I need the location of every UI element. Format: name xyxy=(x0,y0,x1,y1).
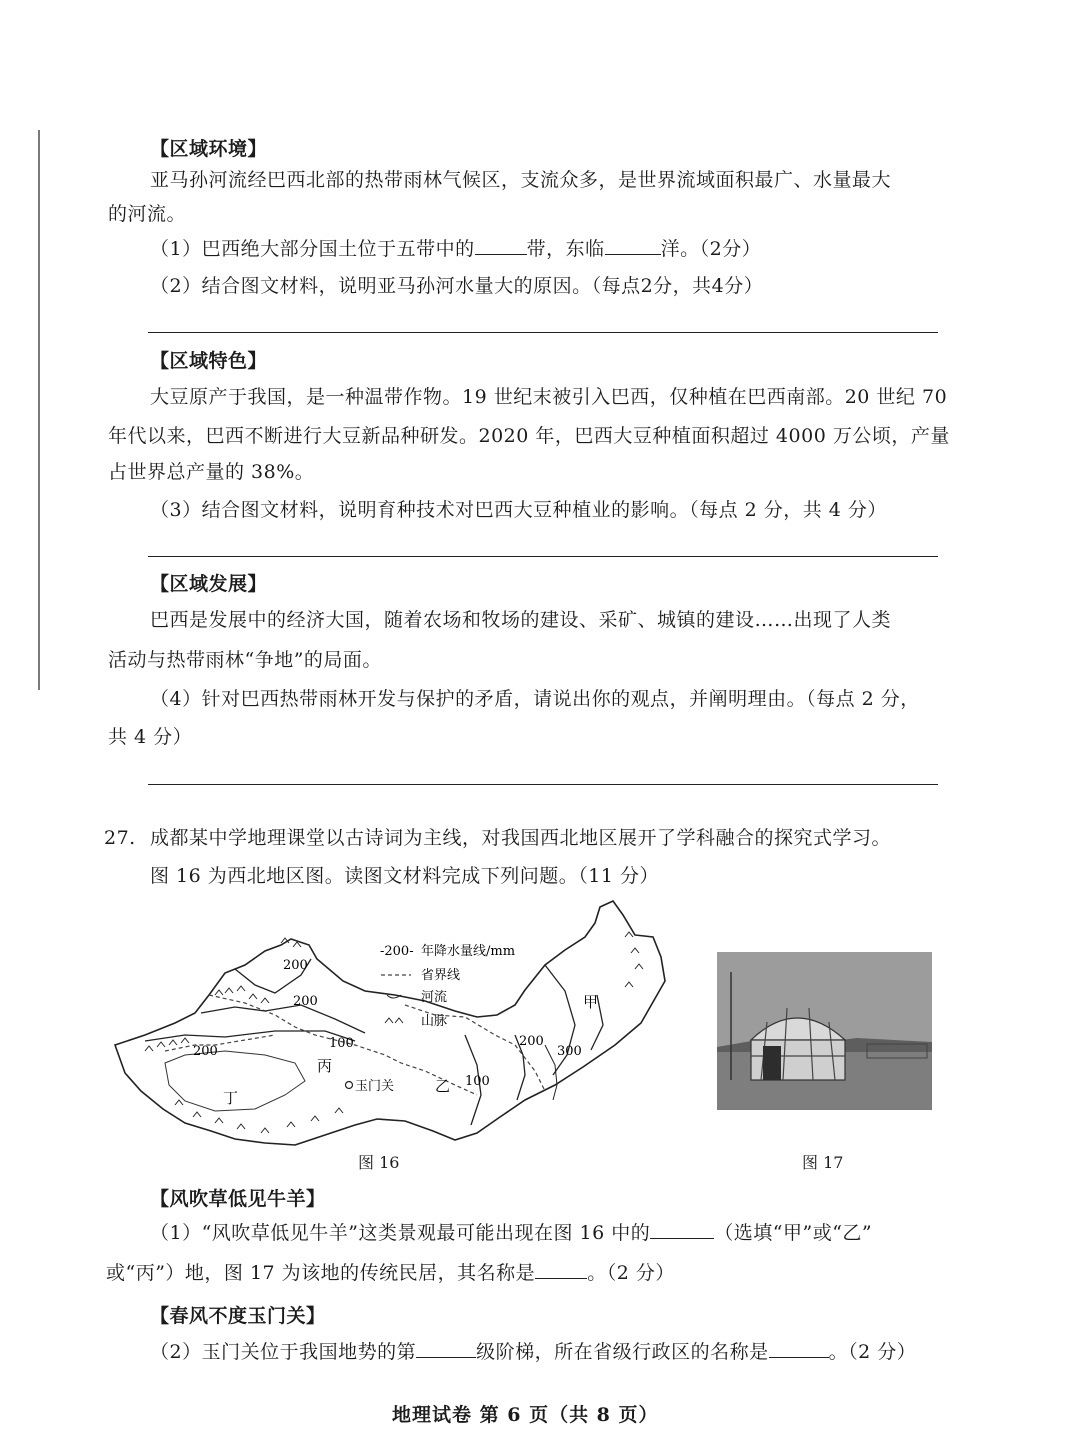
legend-boundary-label: 省界线 xyxy=(421,968,461,983)
answer-line-q3[interactable] xyxy=(148,556,938,557)
figure-17-caption: 图 17 xyxy=(802,1153,844,1172)
development-paragraph-line-2: 活动与热带雨林“争地”的局面。 xyxy=(108,649,382,671)
legend-mountain-symbol xyxy=(385,1018,403,1023)
region-label-bing: 丙 xyxy=(317,1057,333,1075)
feature-paragraph-line-1: 大豆原产于我国，是一种温带作物。19 世纪末被引入巴西，仅种植在巴西南部。20 世纪 70 xyxy=(150,386,948,408)
isohyet-label-3: 200 xyxy=(193,1044,218,1059)
question-1-text-c: 洋。（2分） xyxy=(660,238,762,260)
legend-precip-symbol: -200- xyxy=(380,944,414,959)
question-27-1-text-c: 或“丙”）地，图 17 为该地的传统民居，其名称是 xyxy=(106,1262,536,1284)
environment-paragraph-line-2: 的河流。 xyxy=(108,203,187,225)
isohyet-line-2 xyxy=(201,1005,365,1033)
question-1-text-b: 带，东临 xyxy=(526,238,605,260)
question-4-line-2: 共 4 分） xyxy=(108,726,193,748)
section-header-pass: 【春风不度玉门关】 xyxy=(150,1305,326,1327)
region-label-ding: 丁 xyxy=(223,1089,239,1107)
legend-mountain-label: 山脉 xyxy=(421,1014,448,1029)
answer-blank-province[interactable] xyxy=(769,1339,829,1358)
question-27-2-text-b: 级阶梯，所在省级行政区的名称是 xyxy=(476,1341,769,1363)
question-27-1-line-2 xyxy=(106,1260,675,1286)
question-27-2 xyxy=(150,1339,916,1365)
question-27-line-2: 图 16 为西北地区图。读图文材料完成下列问题。（11 分） xyxy=(150,865,659,887)
isohyet-label-6: 200 xyxy=(519,1034,544,1049)
binding-margin-line xyxy=(38,130,40,690)
answer-line-q2[interactable] xyxy=(148,332,938,333)
section-header-development: 【区域发展】 xyxy=(150,573,268,595)
question-2-amazon: （2）结合图文材料，说明亚马孙河水量大的原因。（每点2分，共4分） xyxy=(150,275,764,297)
answer-blank-dwelling[interactable] xyxy=(535,1260,587,1279)
question-27-1-text-d: 。（2 分） xyxy=(587,1262,675,1284)
isohyet-label-2: 200 xyxy=(293,994,318,1009)
isohyet-label-5: 100 xyxy=(465,1074,490,1089)
section-header-wind: 【风吹草低见牛羊】 xyxy=(150,1188,326,1210)
question-1-brazil xyxy=(150,236,761,262)
isohyet-label-4: 100 xyxy=(329,1036,354,1051)
question-27-number: 27. xyxy=(104,827,136,849)
region-outline xyxy=(115,901,665,1145)
section-header-feature: 【区域特色】 xyxy=(150,350,268,372)
yurt-door xyxy=(763,1046,781,1080)
question-4-line-1: （4）针对巴西热带雨林开发与保护的矛盾，请说出你的观点，并阐明理由。（每点 2 分， xyxy=(150,688,920,710)
legend-river-label: 河流 xyxy=(421,990,448,1005)
question-3-soybean: （3）结合图文材料，说明育种技术对巴西大豆种植业的影响。（每点 2 分，共 4 分） xyxy=(150,499,887,521)
page-footer: 地理试卷 第 6 页（共 8 页） xyxy=(392,1404,659,1426)
question-27-1-text-a: （1）“风吹草低见牛羊”这类景观最可能出现在图 16 中的 xyxy=(150,1222,651,1244)
feature-paragraph-line-3: 占世界总产量的 38%。 xyxy=(108,461,315,483)
question-27-line-1: 成都某中学地理课堂以古诗词为主线，对我国西北地区展开了学科融合的探究式学习。 xyxy=(150,827,892,849)
yumenguan-marker xyxy=(346,1082,353,1089)
region-label-jia: 甲 xyxy=(583,993,599,1011)
figure-17-photo xyxy=(717,952,932,1110)
development-paragraph-line-1: 巴西是发展中的经济大国，随着农场和牧场的建设、采矿、城镇的建设……出现了人类 xyxy=(150,609,892,631)
answer-blank-zone[interactable] xyxy=(475,236,527,255)
region-label-yi: 乙 xyxy=(435,1077,451,1095)
mountain-symbols xyxy=(145,932,643,1133)
figure-16-caption: 图 16 xyxy=(358,1153,400,1172)
isohyet-label-7: 300 xyxy=(557,1044,582,1059)
section-header-environment: 【区域环境】 xyxy=(150,138,268,160)
question-27-2-text-a: （2）玉门关位于我国地势的第 xyxy=(150,1341,417,1363)
answer-blank-step[interactable] xyxy=(416,1339,476,1358)
environment-paragraph-line-1: 亚马孙河流经巴西北部的热带雨林气候区，支流众多，是世界流域面积最广、水量最大 xyxy=(150,169,892,191)
isohyet-label-1: 200 xyxy=(283,958,308,973)
legend-precip-label: 年降水量线/mm xyxy=(421,944,516,959)
question-27-2-text-c: 。（2 分） xyxy=(828,1341,917,1363)
answer-blank-region[interactable] xyxy=(650,1220,714,1239)
question-1-text-a: （1）巴西绝大部分国土位于五带中的 xyxy=(150,238,475,260)
feature-paragraph-line-2: 年代以来，巴西不断进行大豆新品种研发。2020 年，巴西大豆种植面积超过 4000 万公顷，产量 xyxy=(108,425,950,447)
place-label-yumenguan: 玉门关 xyxy=(355,1079,395,1094)
answer-line-q4[interactable] xyxy=(148,784,938,785)
question-27-1-text-b: （选填“甲”或“乙” xyxy=(714,1222,873,1244)
figure-16-map xyxy=(105,895,685,1150)
answer-blank-ocean[interactable] xyxy=(605,236,661,255)
question-27-1-line-1 xyxy=(150,1220,872,1246)
